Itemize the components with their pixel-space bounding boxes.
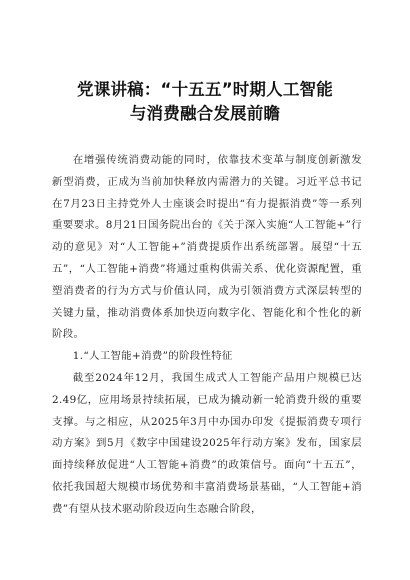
intro-paragraph: 在增强传统消费动能的同时，依靠技术变革与制度创新激发新型消费，正成为当前加快释放内需潜力的关键。习近平总书记在7月23日主持党外人士座谈会时提出“有力提振消费”等一系列重要要求。8月21日国务院出台的《关于深入实施“人工智能+”行动的意见》对“人工智能+”消费提质作出系统部署。展望“十五五”，“人工智能+消费”将通过重构供需关系、优化资源配置，重塑消费者的行为方式与价值认同，成为引领消费方式深层转型的关键力量，推动消费体系加快迈向数字化、智能化和个性化的新阶段。 [52,154,362,341]
section-paragraph: 截至2024年12月，我国生成式人工智能产品用户规模已达2.49亿，应用场景持续拓展，已成为撬动新一轮消费升级的重要支撑。与之相应，从2025年3月中办国办印发《提振消费专项行动方案》到5月《数字中国建设2025年行动方案》发布，国家层面持续释放促进“人工智能+消费”的政策信号。面向“十五五”，依托我国超大规模市场优势和丰富消费场景基础，“人工智能+消费”有望从技术驱动阶段迈向生态融合阶段， [52,371,362,515]
section-heading: 1.“人工智能+消费”的阶段性特征 [72,350,233,363]
document-body [52,150,362,521]
title-line-1: 党课讲稿：“十五五”时期人工智能 [77,80,333,99]
title-line-2: 与消费融合发展前瞻 [129,104,281,123]
document-title [0,78,410,126]
